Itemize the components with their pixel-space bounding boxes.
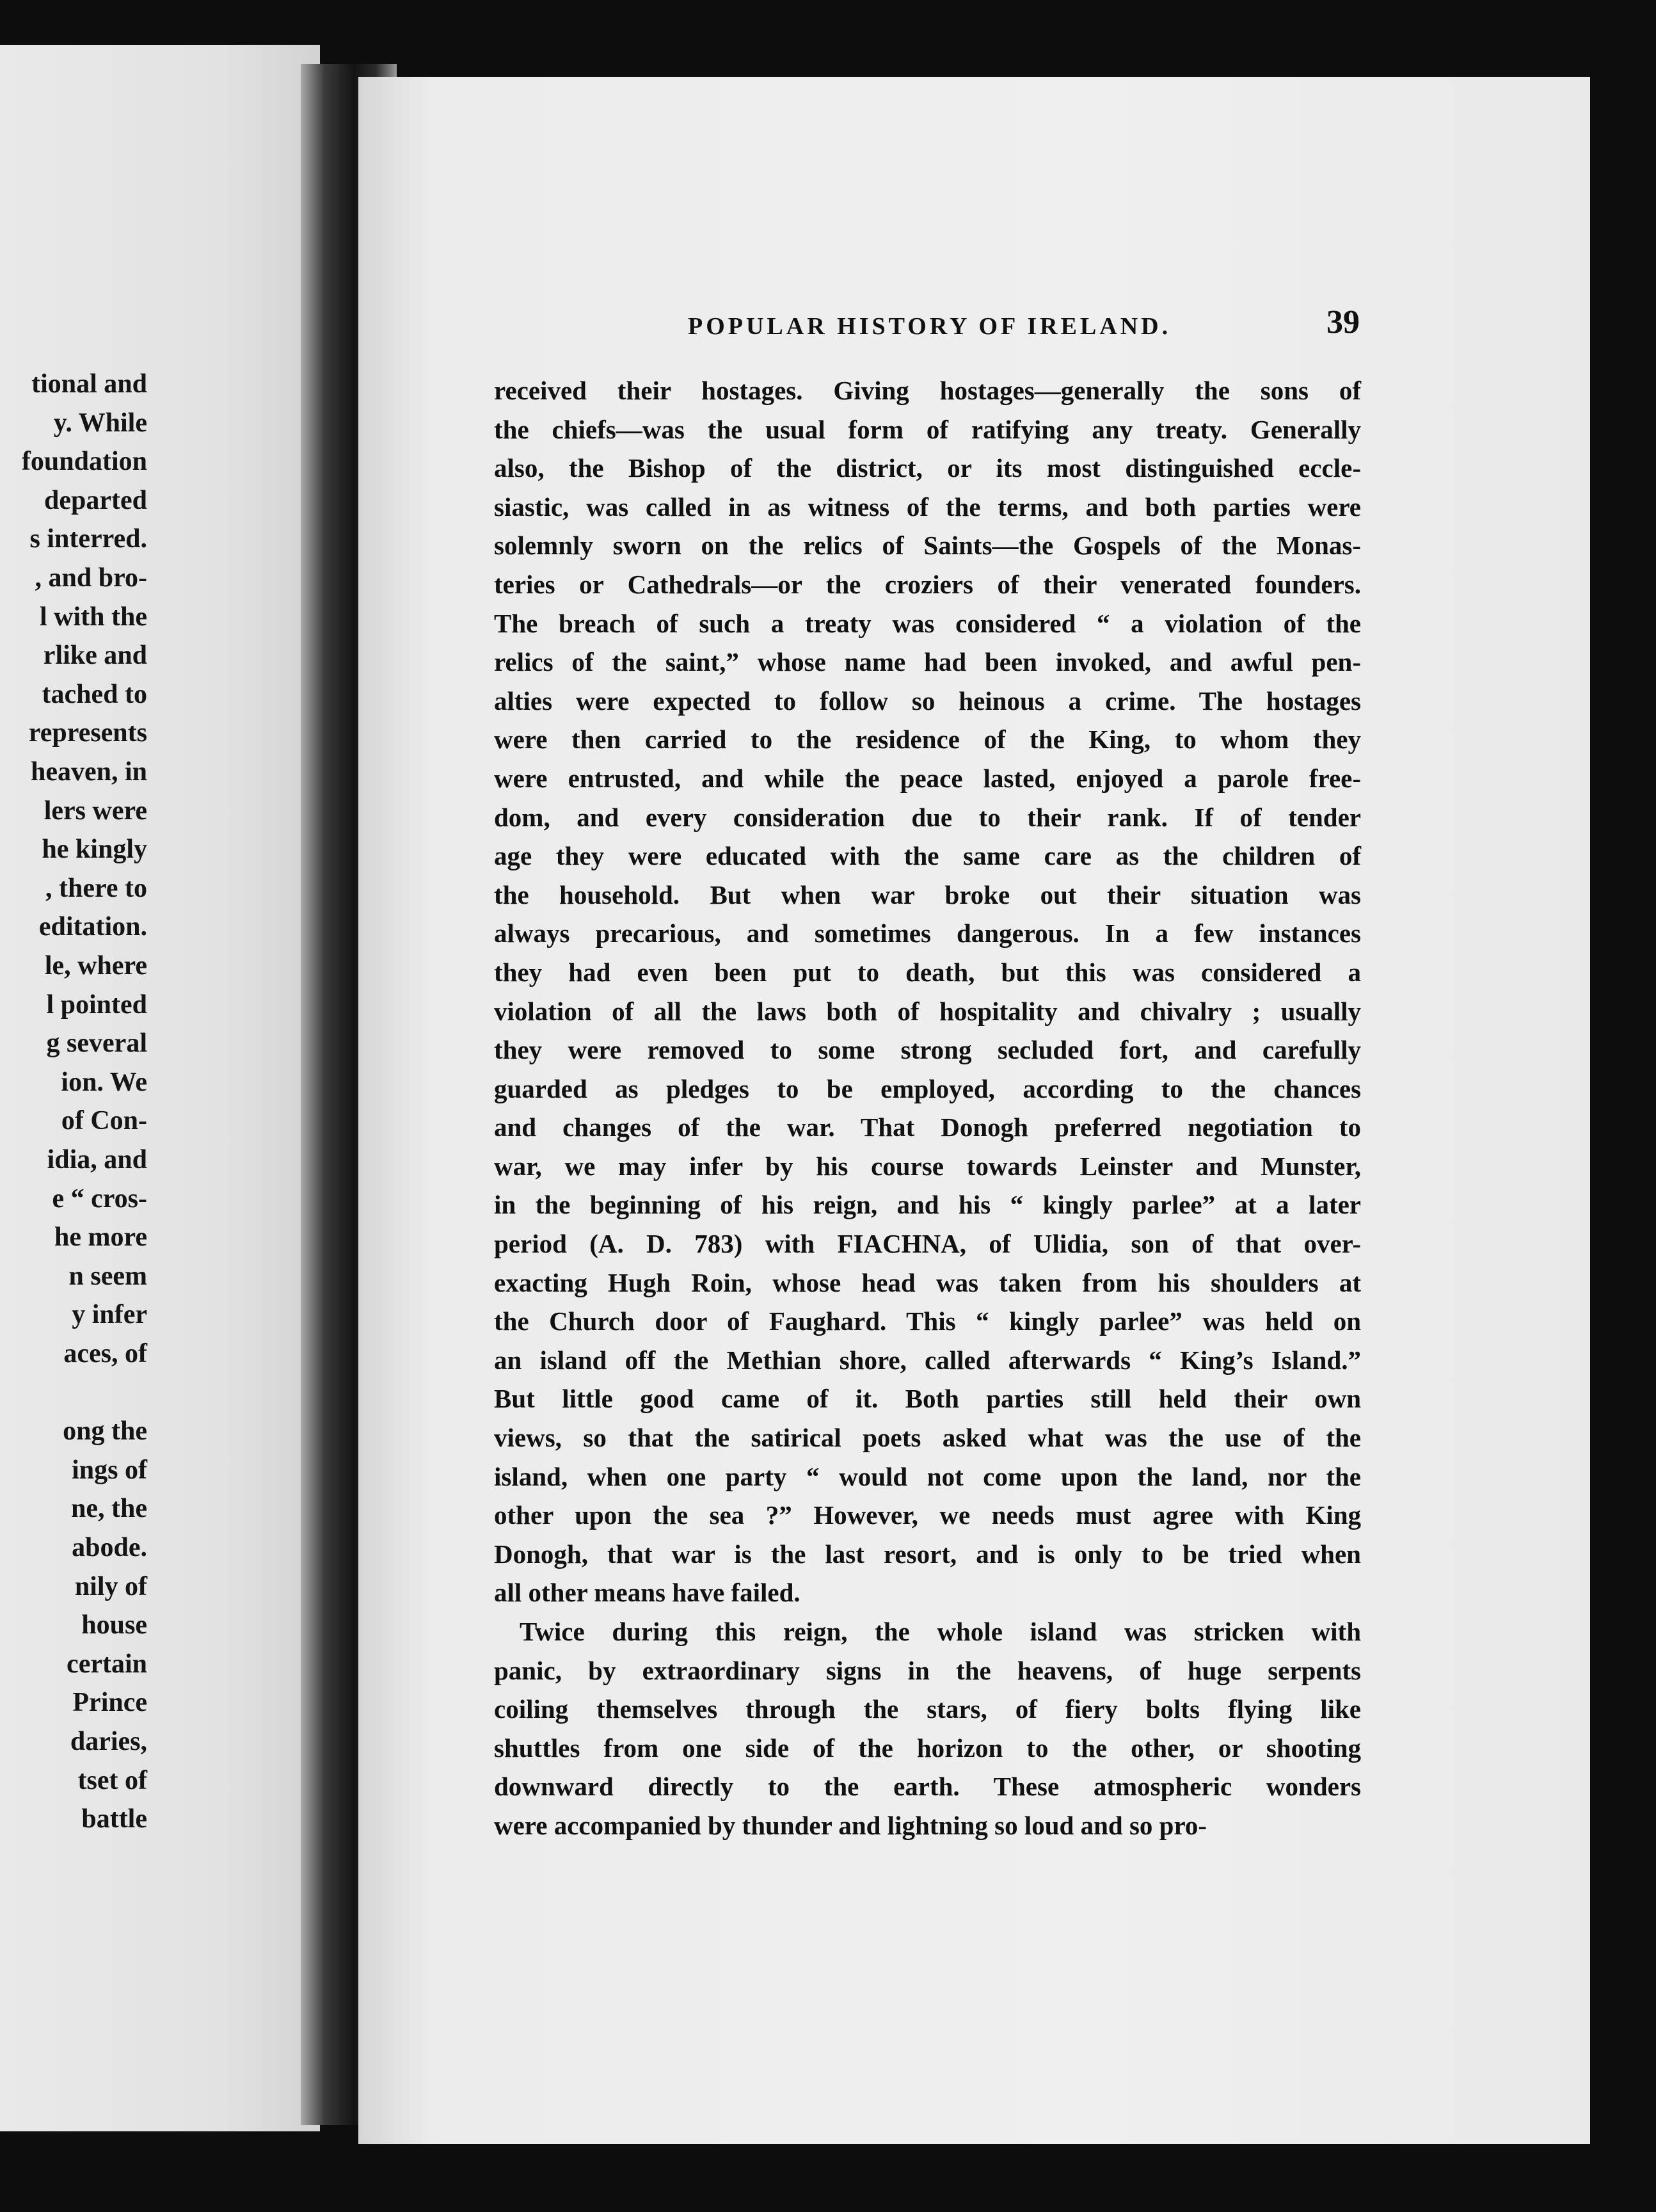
left-page: [0, 45, 320, 2131]
text-line: Twice during this reign, the whole island was stricken with: [520, 1617, 1361, 1646]
text-line: siastic, was called in as witness of the terms, and both parties were: [494, 492, 1361, 522]
running-title: POPULAR HISTORY OF IRELAND.: [688, 313, 1172, 340]
left-page-line: tached to: [42, 679, 147, 709]
page-number: 39: [1326, 304, 1360, 341]
right-page: [358, 77, 1590, 2144]
text-line: coiling themselves through the stars, of fiery bolts flying like: [494, 1694, 1361, 1724]
text-line: in the beginning of his reign, and his “ kingly parlee” at a later: [494, 1190, 1361, 1220]
text-line: solemnly sworn on the relics of Saints—the Gospels of the Monas-: [494, 531, 1361, 561]
text-line: an island off the Methian shore, called afterwards “ King’s Island.”: [494, 1345, 1361, 1375]
text-line: Donogh, that war is the last resort, and is only to be tried when: [494, 1539, 1361, 1569]
text-line: But little good came of it. Both parties still held their own: [494, 1384, 1361, 1414]
text-line: always precarious, and sometimes dangerous. In a few instances: [494, 918, 1361, 949]
left-page-line: ne, the: [71, 1494, 147, 1524]
body-text: [494, 371, 1361, 1845]
text-line: dom, and every consideration due to their rank. If of tender: [494, 802, 1361, 832]
left-page-line: represents: [28, 718, 147, 748]
text-line: they had even been put to death, but this was considered a: [494, 957, 1361, 987]
running-header: [358, 304, 1360, 346]
text-line: alties were expected to follow so heinous a crime. The hostages: [494, 685, 1361, 716]
left-page-line: y. While: [53, 408, 147, 438]
paragraph-1: [494, 371, 1361, 1612]
text-line: they were removed to some strong secluded fort, and carefully: [494, 1035, 1361, 1065]
left-page-line: rlike and: [43, 641, 147, 671]
left-page-line: tset of: [77, 1765, 147, 1795]
left-page-line: Prince: [72, 1688, 147, 1718]
text-line: exacting Hugh Roin, whose head was taken from his shoulders at: [494, 1267, 1361, 1297]
left-page-line: abode.: [72, 1533, 147, 1562]
text-line: views, so that the satirical poets asked what was the use of the: [494, 1423, 1361, 1453]
text-line: were then carried to the residence of the King, to whom they: [494, 725, 1361, 755]
left-page-line: idia, and: [47, 1145, 147, 1174]
text-line: The breach of such a treaty was considered “ a violation of the: [494, 608, 1361, 638]
left-page-line: n seem: [68, 1261, 147, 1291]
left-page-line: departed: [44, 485, 147, 515]
left-page-line: lers were: [44, 796, 147, 826]
text-line: the household. But when war broke out their situation was: [494, 879, 1361, 910]
left-page-line: ings of: [72, 1455, 147, 1485]
left-page-line: l with the: [40, 602, 147, 632]
left-page-line: ion. We: [61, 1067, 147, 1097]
left-page-line: le, where: [44, 951, 147, 981]
text-line: war, we may infer by his course towards Leinster and Munster,: [494, 1151, 1361, 1181]
left-page-line: y infer: [72, 1300, 147, 1330]
left-page-line: l pointed: [46, 990, 147, 1020]
text-line: period (A. D. 783) with FIACHNA, of Ulidia, son of that over-: [494, 1229, 1361, 1259]
left-page-line: he kingly: [42, 835, 147, 865]
left-page-line: daries,: [70, 1727, 147, 1756]
text-line: downward directly to the earth. These atmospheric wonders: [494, 1772, 1361, 1802]
left-page-line: of Con-: [61, 1106, 147, 1136]
text-line: all other means have failed.: [494, 1578, 800, 1608]
paragraph-2: [494, 1612, 1361, 1845]
left-page-line: nily of: [74, 1571, 147, 1601]
text-line: relics of the saint,” whose name had been invoked, and awful pen-: [494, 647, 1361, 677]
text-line: other upon the sea ?” However, we needs must agree with King: [494, 1500, 1361, 1530]
text-line: shuttles from one side of the horizon to the other, or shooting: [494, 1733, 1361, 1763]
text-line: received their hostages. Giving hostages—generally the sons of: [494, 376, 1361, 405]
left-page-line: editation.: [38, 912, 147, 942]
text-line: teries or Cathedrals—or the croziers of their venerated founders.: [494, 569, 1361, 599]
left-page-line: tional and: [31, 369, 147, 399]
left-page-line: certain: [67, 1649, 147, 1679]
left-page-line: , and bro-: [35, 563, 147, 593]
left-page-line: e “ cros-: [52, 1183, 147, 1214]
text-line: violation of all the laws both of hospitality and chivalry ; usually: [494, 996, 1361, 1026]
left-page-line: house: [81, 1610, 147, 1640]
left-page-line: ong the: [63, 1416, 147, 1447]
text-line: guarded as pledges to be employed, according to the chances: [494, 1073, 1361, 1103]
left-page-line: battle: [81, 1804, 147, 1834]
left-page-line: heaven, in: [30, 757, 147, 787]
text-line: panic, by extraordinary signs in the heavens, of huge serpents: [494, 1655, 1361, 1685]
text-line: island, when one party “ would not come upon the land, nor the: [494, 1461, 1361, 1491]
text-line: were accompanied by thunder and lightning so loud and so pro-: [494, 1810, 1207, 1840]
left-page-line: foundation: [21, 447, 147, 477]
left-page-line: aces, of: [63, 1339, 147, 1368]
left-page-line: g several: [46, 1029, 147, 1059]
text-line: were entrusted, and while the peace lasted, enjoyed a parole free-: [494, 763, 1361, 793]
text-line: the Church door of Faughard. This “ kingly parlee” was held on: [494, 1306, 1361, 1336]
left-page-line: , there to: [45, 873, 147, 903]
left-page-line: he more: [54, 1222, 147, 1253]
left-page-line: s interred.: [29, 524, 147, 554]
text-line: and changes of the war. That Donogh preferred negotiation to: [494, 1112, 1361, 1142]
text-line: age they were educated with the same care as the children of: [494, 841, 1361, 871]
text-line: the chiefs—was the usual form of ratifying any treaty. Generally: [494, 414, 1361, 444]
text-line: also, the Bishop of the district, or its most distinguished eccle-: [494, 453, 1361, 483]
